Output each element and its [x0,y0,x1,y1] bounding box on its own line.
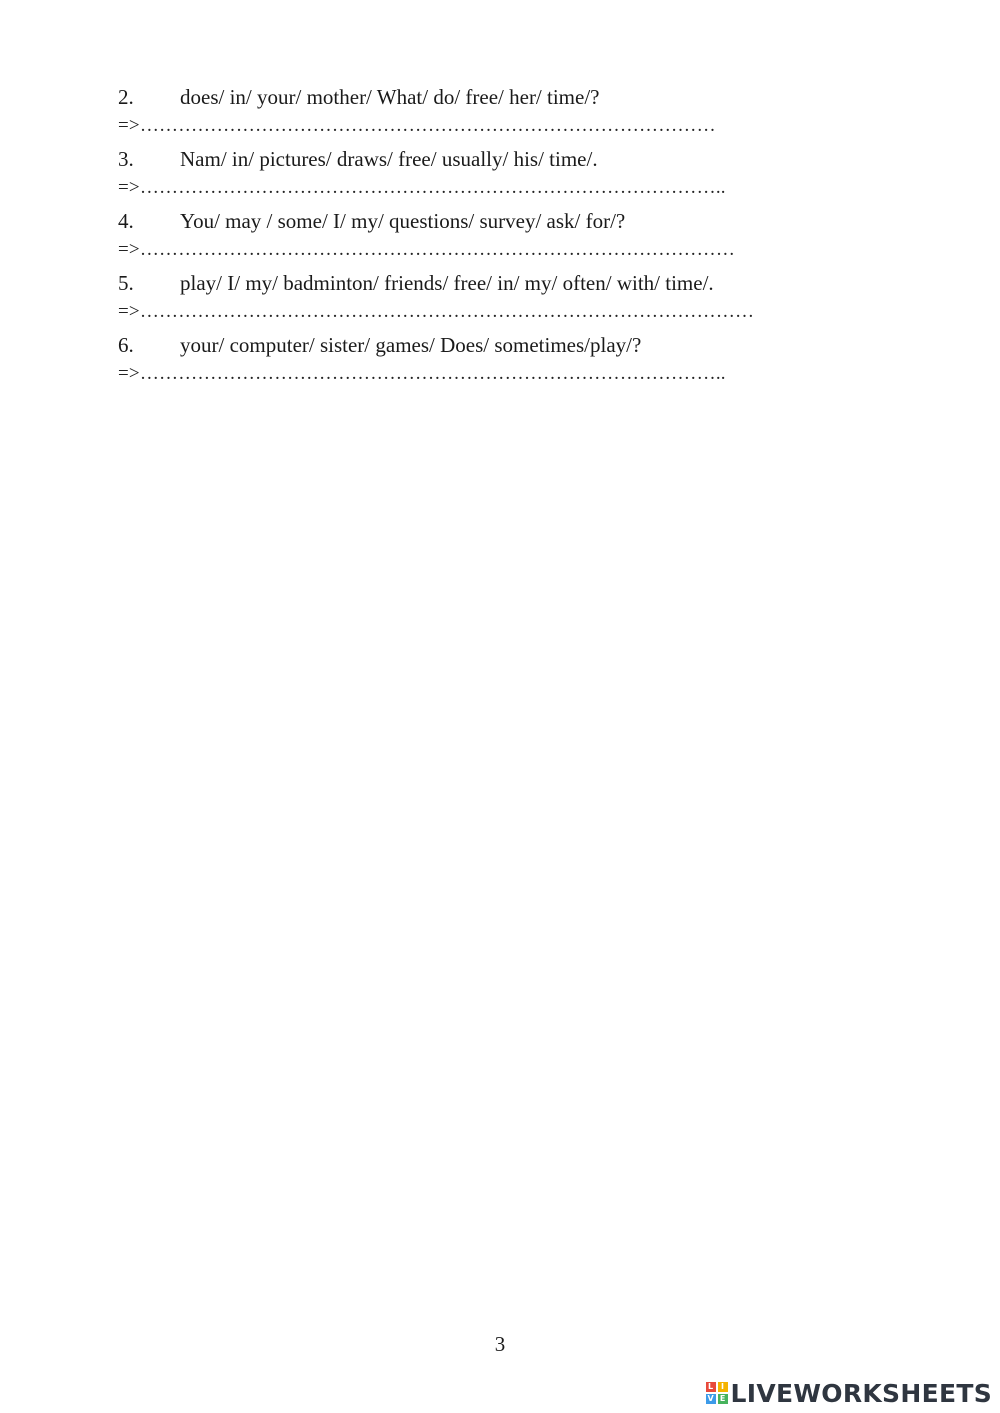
logo-tile: I [718,1382,728,1392]
item-prompt-line [118,268,918,298]
brand-name: LIVEWORKSHEETS [730,1378,992,1408]
item-prompt: play/ I/ my/ badminton/ friends/ free/ in/ my/ often/ with/ time/. [180,271,714,295]
item-number: 6. [118,333,134,357]
logo-tile: L [706,1382,716,1392]
item-prompt-line [118,82,918,112]
exercise-item [118,206,918,268]
logo-tile: V [707,1394,714,1403]
answer-line: =>…………………………………………………………………………………… [118,301,755,322]
item-number: 2. [118,85,134,109]
logo-tile: E [718,1394,728,1404]
item-number: 3. [118,147,134,171]
answer-line: =>………………………………………………………………………………… [118,239,736,260]
exercise-item [118,268,918,330]
item-prompt-line [118,144,918,174]
item-prompt: Nam/ in/ pictures/ draws/ free/ usually/ his/ time/. [180,147,598,171]
item-prompt: your/ computer/ sister/ games/ Does/ sometimes/play/? [180,333,642,357]
item-prompt-line [118,330,918,360]
item-number: 5. [118,271,134,295]
liveworksheets-logo-icon [706,1382,728,1404]
exercise-item [118,82,918,144]
answer-line: =>……………………………………………………………………………….. [118,177,726,198]
liveworksheets-brand [706,1378,992,1408]
item-prompt: does/ in/ your/ mother/ What/ do/ free/ her/ time/? [180,85,600,109]
item-number: 4. [118,209,134,233]
page-number: 3 [494,1332,506,1356]
item-prompt: You/ may / some/ I/ my/ questions/ survey/ ask/ for/? [180,209,626,233]
exercise-item [118,330,918,392]
exercise-item [118,144,918,206]
exercise-list [118,82,918,392]
item-prompt-line [118,206,918,236]
answer-line: =>……………………………………………………………………………….. [118,363,726,384]
answer-line: =>……………………………………………………………………………… [118,115,716,136]
